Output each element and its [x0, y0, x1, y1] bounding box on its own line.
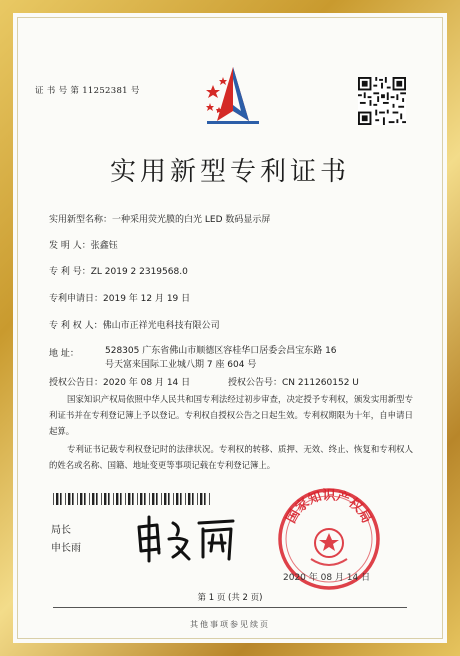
handwritten-signature	[133, 513, 243, 565]
filing-date-label: 专利申请日：	[49, 294, 104, 304]
patent-number-value: ZL 2019 2 2319568.0	[90, 267, 188, 277]
address-block	[105, 344, 337, 372]
name-label: 实用新型名称：	[49, 215, 113, 225]
grant-number-label: 授权公告号：	[228, 378, 283, 388]
seal-date: 2020 年 08 月 14 日	[283, 573, 371, 583]
page-indicator: 第 1 页 (共 2 页)	[197, 593, 263, 603]
patent-number-label: 专 利 号：	[49, 267, 91, 277]
address-label: 地 址：	[49, 349, 79, 359]
bottom-cut-text: 其他事项参见续页	[190, 620, 270, 629]
body-paragraph-2: 专利证书记载专利权登记时的法律状况。专利权的转移、质押、无效、终止、恢复和专利权人的姓名或名称、国籍、地址变更等事项记载在专利登记簿上。	[49, 444, 413, 470]
patent-number-row	[49, 264, 188, 277]
grant-date-row	[49, 375, 190, 388]
patent-office-logo-icon	[203, 65, 263, 127]
filing-date-row	[49, 291, 190, 304]
patent-holder-label: 专 利 权 人：	[49, 321, 103, 331]
barcode-icon	[53, 493, 213, 505]
inventor-row	[49, 238, 118, 251]
inventor-value: 张鑫钰	[90, 241, 118, 251]
name-value: 一种采用荧光膜的白光 LED 数码显示屏	[112, 215, 271, 225]
address-line-1: 528305 广东省佛山市顺德区容桂华口居委会昌宝东路 16	[105, 346, 337, 356]
inventor-label: 发 明 人：	[49, 241, 91, 251]
qr-code-icon	[358, 77, 406, 125]
address-line-2: 号天富来国际工业城八期 7 座 604 号	[105, 360, 257, 370]
address-label-row	[49, 346, 79, 359]
seal-text: 国家知识产权局	[283, 488, 375, 526]
certificate-title: 实用新型专利证书	[109, 157, 350, 187]
svg-text:国家知识产权局	[283, 487, 374, 525]
grant-number-row	[228, 375, 359, 388]
utility-model-name-row	[49, 212, 270, 225]
grant-number-value: CN 211260152 U	[282, 378, 359, 388]
footer-divider	[53, 607, 407, 608]
patent-holder-row	[49, 318, 220, 331]
grant-date-value: 2020 年 08 月 14 日	[103, 378, 191, 388]
filing-date-value: 2019 年 12 月 19 日	[103, 294, 191, 304]
body-paragraph-1: 国家知识产权局依照中华人民共和国专利法经过初步审查，决定授予专利权，颁发实用新型专利证书并在专利登记簿上予以登记。专利权自授权公告之日起生效。专利权期限为十年，自申请日起算。	[49, 394, 413, 436]
certificate-number: 证 书 号 第 11252381 号	[35, 86, 140, 96]
patent-holder-value: 佛山市正祥光电科技有限公司	[102, 321, 220, 331]
grant-date-label: 授权公告日：	[49, 378, 104, 388]
director-name: 申长雨	[51, 543, 81, 554]
certificate-paper	[13, 13, 447, 643]
director-title: 局长	[51, 525, 71, 536]
